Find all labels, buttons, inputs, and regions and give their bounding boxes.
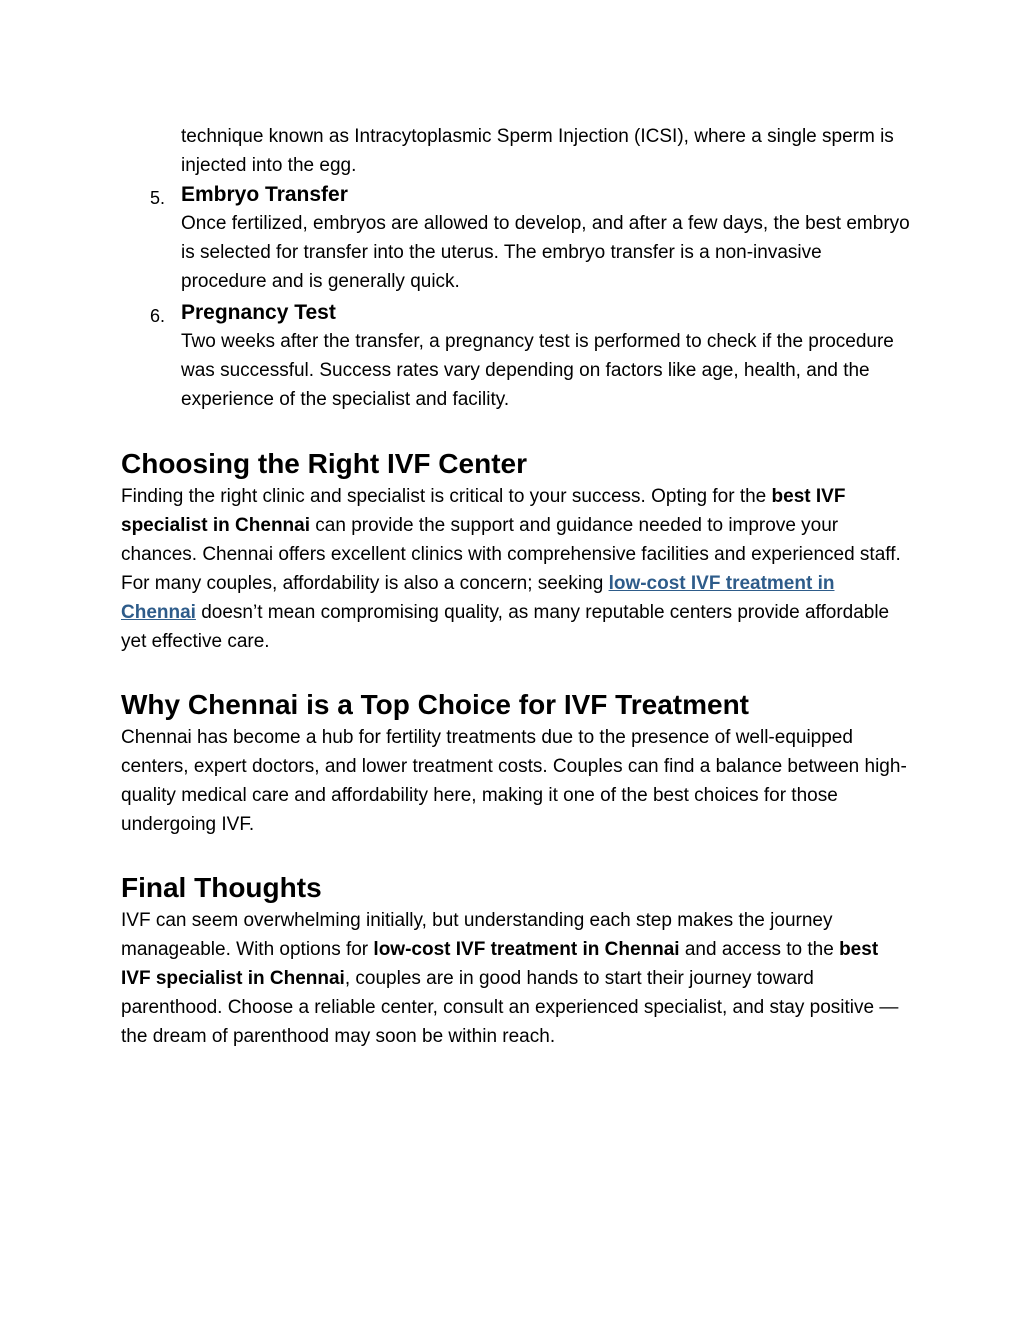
list-item-step-5 [150, 180, 911, 296]
section-final-thoughts [121, 870, 911, 1051]
section-why-chennai [121, 687, 911, 839]
step-4-continuation-text: technique known as Intracytoplasmic Sperm Injection (ICSI), where a single sperm is injected into the egg. [181, 126, 894, 176]
bold-phrase: low-cost IVF treatment in Chennai [373, 939, 680, 960]
list-number: 6. [150, 306, 166, 326]
step-title: Pregnancy Test [181, 301, 336, 324]
step-title: Embryo Transfer [181, 183, 348, 206]
paragraph-text: IVF can seem overwhelming initially, but understanding each step makes the journey manageable. With options for [121, 910, 833, 960]
paragraph-text: and access to the [679, 939, 840, 960]
paragraph-text: Finding the right clinic and specialist is critical to your success. Opting for the [121, 486, 772, 507]
paragraph-text: , couples are in good hands to start their journey toward parenthood. Choose a reliable center, consult an experienced specialist, and stay positive — the dream of parenthood may soon be within reach. [121, 968, 899, 1047]
paragraph-text: doesn’t mean compromising quality, as many reputable centers provide affordable yet effective care. [121, 602, 890, 652]
list-number: 5. [150, 188, 166, 208]
low-cost-ivf-link[interactable]: low-cost IVF treatment in Chennai [121, 573, 835, 623]
paragraph-text: can provide the support and guidance needed to improve your chances. Chennai offers excellent clinics with comprehensive facilities and experienced staff. For many couples, affordability is also a concern; seeking [121, 515, 901, 594]
section-paragraph [121, 906, 911, 1051]
section-heading: Why Chennai is a Top Choice for IVF Treatment [121, 689, 750, 720]
section-heading: Final Thoughts [121, 872, 322, 903]
section-heading: Choosing the Right IVF Center [121, 448, 527, 479]
bold-phrase: best IVF specialist in Chennai [121, 486, 846, 536]
section-paragraph [121, 482, 911, 656]
section-paragraph: Chennai has become a hub for fertility treatments due to the presence of well-equipped centers, expert doctors, and lower treatment costs. Couples can find a balance between high-quality medical care and affordability here, making it one of the best choices for those undergoing IVF. [121, 727, 907, 835]
list-item-step-6 [150, 298, 911, 414]
bold-phrase: best IVF specialist in Chennai [121, 939, 879, 989]
step-text: Two weeks after the transfer, a pregnancy test is performed to check if the procedure was successful. Success rates vary depending on factors like age, health, and the experience of the specialist and facility. [181, 331, 894, 410]
section-choosing-center [121, 446, 911, 656]
step-4-continuation [181, 122, 911, 180]
step-text: Once fertilized, embryos are allowed to develop, and after a few days, the best embryo is selected for transfer into the uterus. The embryo transfer is a non-invasive procedure and is generally quick. [181, 213, 910, 292]
